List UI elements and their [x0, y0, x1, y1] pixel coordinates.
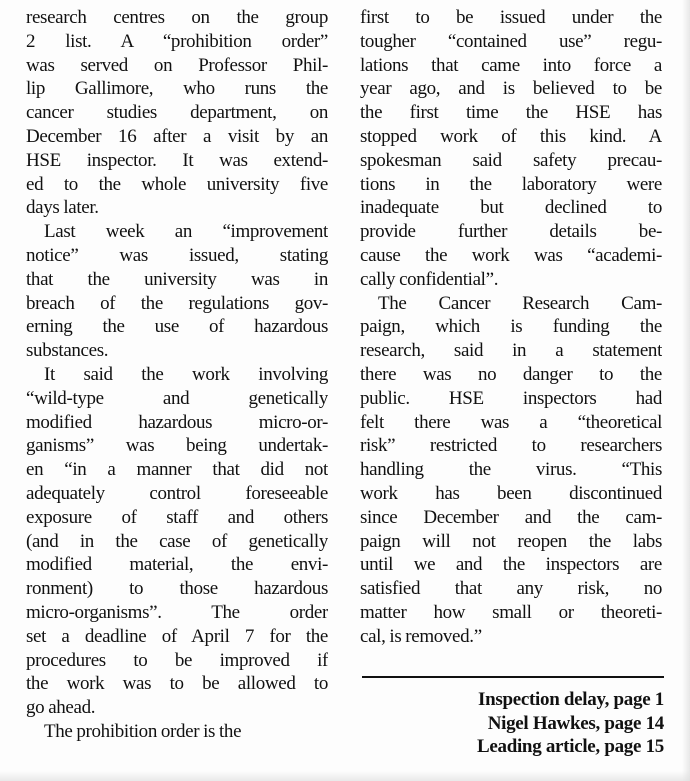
- text-line: tougher “contained use” regu-: [360, 30, 662, 52]
- section-divider: [362, 676, 664, 678]
- article-column-right: [360, 6, 662, 649]
- text-line: 2 list. A “prohibition order”: [26, 30, 328, 52]
- paragraph-start-line: Last week an “improvement: [44, 221, 328, 243]
- text-line: notice” was issued, stating: [26, 244, 328, 266]
- paragraph-end-line: days later.: [26, 197, 99, 219]
- text-line: ed to the whole university five: [26, 173, 328, 195]
- text-line: exposure of staff and others: [26, 506, 328, 528]
- text-line: stopped work of this kind. A: [360, 125, 662, 147]
- text-line: work has been discontinued: [360, 482, 662, 504]
- text-line: December 16 after a visit by an: [26, 125, 328, 147]
- text-line: ganisms” was being undertak-: [26, 435, 328, 457]
- text-line: first to be issued under the: [360, 7, 662, 28]
- text-line: lations that came into force a: [360, 54, 662, 76]
- paragraph-start-line: The Cancer Research Cam-: [378, 292, 662, 314]
- text-line: the work was to be allowed to: [26, 673, 328, 695]
- paragraph-end-line: substances.: [26, 340, 109, 362]
- text-line: HSE inspector. It was extend-: [26, 149, 328, 171]
- paragraph-end-line: cal, is removed.”: [360, 625, 482, 647]
- text-line: that the university was in: [26, 268, 328, 290]
- reference-nigel-hawkes: Nigel Hawkes, page 14: [487, 712, 664, 734]
- text-line: public. HSE inspectors had: [360, 387, 662, 409]
- text-line: paign will not reopen the labs: [360, 530, 662, 552]
- paragraph-start-line: The prohibition order is the: [44, 720, 242, 742]
- text-line: research centres on the group: [26, 7, 328, 28]
- text-line: provide further details be-: [360, 221, 662, 243]
- text-line: procedures to be improved if: [26, 649, 328, 671]
- text-line: spokesman said safety precau-: [360, 149, 662, 171]
- text-line: erning the use of hazardous: [26, 316, 328, 338]
- text-line: tions in the laboratory were: [360, 173, 662, 195]
- text-line: since December and the cam-: [360, 506, 662, 528]
- text-line: “wild-type and genetically: [26, 387, 328, 409]
- text-line: ronment) to those hazardous: [26, 578, 328, 600]
- text-line: breach of the regulations gov-: [26, 292, 328, 314]
- text-line: matter how small or theoreti-: [360, 601, 662, 623]
- text-line: until we and the inspectors are: [360, 554, 662, 576]
- text-line: risk” restricted to researchers: [360, 435, 662, 457]
- text-line: year ago, and is believed to be: [360, 78, 662, 100]
- text-line: adequately control foreseeable: [26, 482, 328, 504]
- text-line: paign, which is funding the: [360, 316, 662, 338]
- text-line: modified material, the envi-: [26, 554, 328, 576]
- paragraph-end-line: cally confidential”.: [360, 268, 499, 290]
- text-line: was served on Professor Phil-: [26, 54, 328, 76]
- related-references: [477, 688, 664, 759]
- text-line: there was no danger to the: [360, 363, 662, 385]
- article-column-left: [26, 6, 328, 744]
- paragraph-end-line: go ahead.: [26, 697, 96, 719]
- scan-bottom-shadow: [0, 771, 690, 781]
- text-line: set a deadline of April 7 for the: [26, 625, 328, 647]
- text-line: the first time the HSE has: [360, 102, 662, 124]
- scan-edge-shadow: [682, 0, 690, 781]
- paragraph-start-line: It said the work involving: [44, 363, 328, 385]
- text-line: micro-organisms”. The order: [26, 601, 328, 623]
- reference-leading-article: Leading article, page 15: [476, 736, 664, 757]
- text-line: inadequate but declined to: [360, 197, 662, 219]
- text-line: felt there was a “theoretical: [360, 411, 662, 433]
- text-line: modified hazardous micro-or-: [26, 411, 328, 433]
- reference-inspection-delay: Inspection delay, page 1: [478, 689, 664, 710]
- text-line: satisfied that any risk, no: [360, 578, 662, 600]
- text-line: en “in a manner that did not: [26, 459, 328, 481]
- text-line: cause the work was “academi-: [360, 244, 662, 266]
- text-line: lip Gallimore, who runs the: [26, 78, 328, 100]
- text-line: research, said in a statement: [360, 340, 662, 362]
- text-line: (and in the case of genetically: [26, 530, 328, 552]
- text-line: handling the virus. “This: [360, 459, 662, 481]
- text-line: cancer studies department, on: [26, 102, 328, 124]
